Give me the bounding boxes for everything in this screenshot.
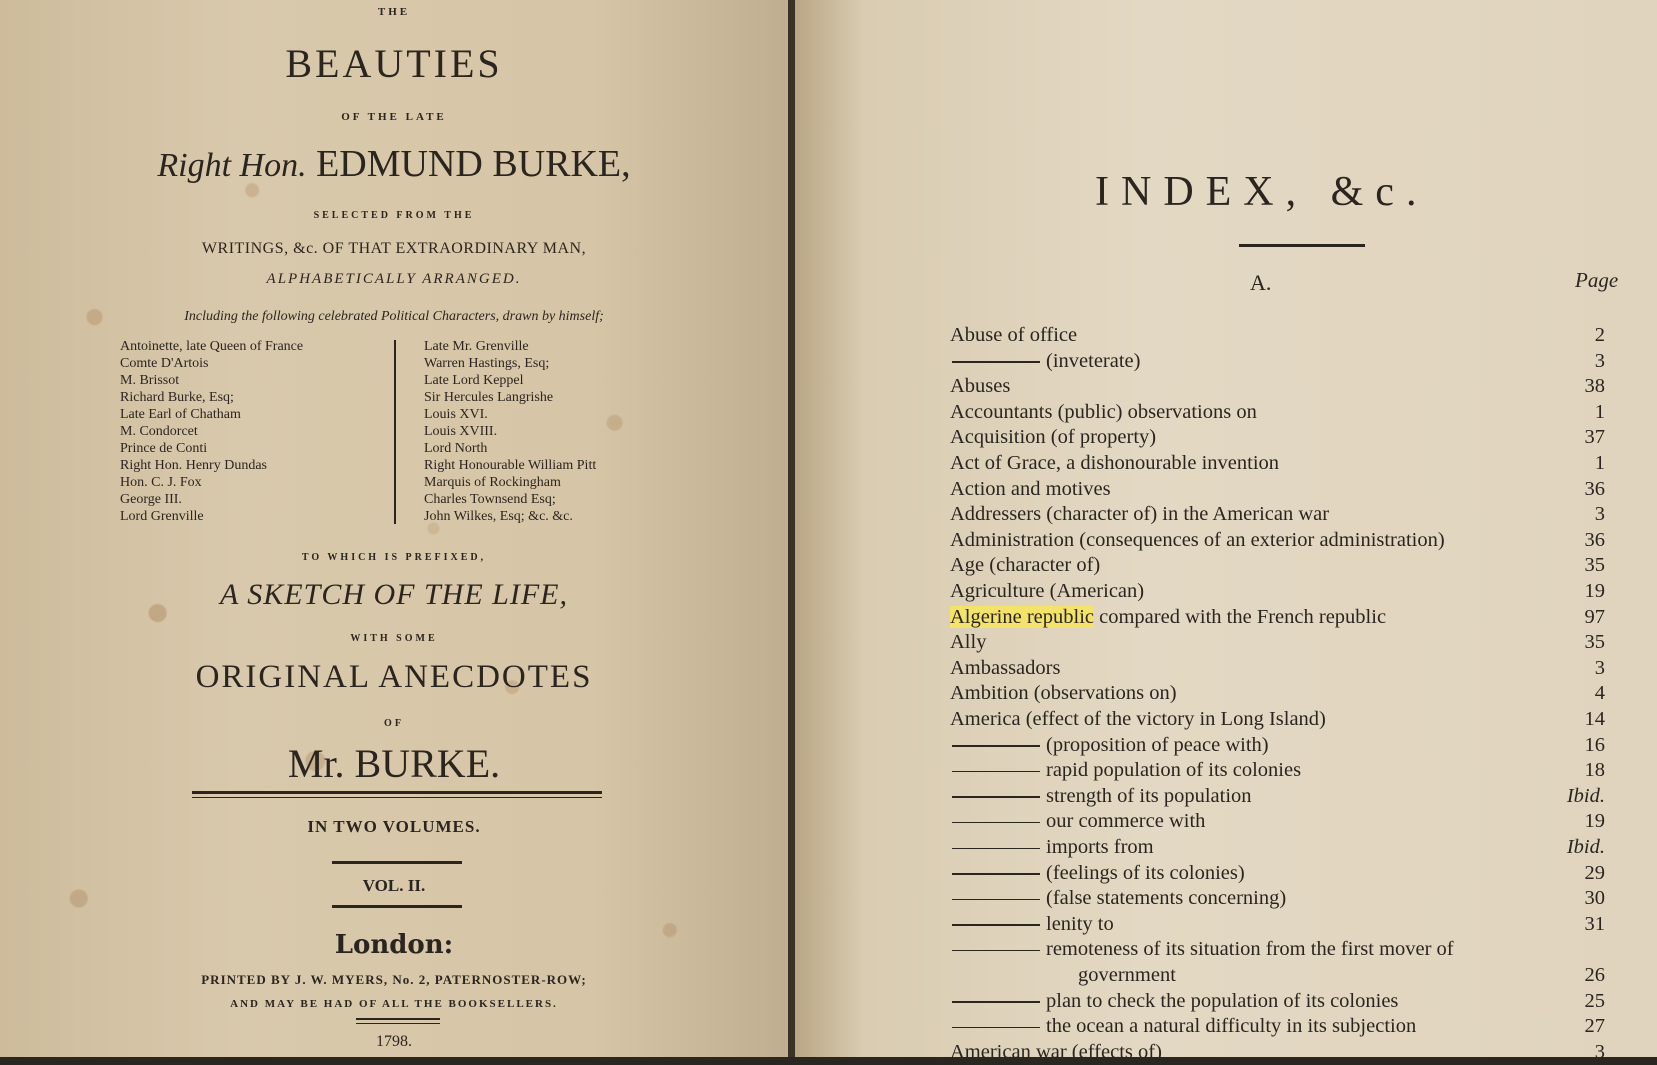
index-entry-text: (feelings of its colonies) <box>1046 861 1245 884</box>
index-entry-text: the ocean a natural difficulty in its subjection <box>1046 1015 1417 1038</box>
index-entry-text: imports from <box>1046 836 1154 858</box>
list-item: Late Mr. Grenville <box>424 339 529 354</box>
index-entry <box>950 426 1605 450</box>
index-entry-text: America (effect of the victory in Long Island) <box>950 708 1326 730</box>
volumes-line: IN TWO VOLUMES. <box>307 817 481 836</box>
list-item: Prince de Conti <box>120 441 208 456</box>
book-gutter <box>788 0 795 1057</box>
list-item: Right Honourable William Pitt <box>424 458 597 473</box>
list-item: Antoinette, late Queen of France <box>120 339 304 354</box>
index-page-number: 36 <box>1584 477 1605 500</box>
index-entry-text: Action and motives <box>950 477 1111 500</box>
ditto-dash <box>952 771 1040 773</box>
vol-rule-bottom <box>332 905 462 908</box>
index-entry <box>950 810 1605 834</box>
index-heading: INDEX, &c. <box>1095 169 1429 215</box>
index-entry <box>950 759 1605 783</box>
printed-by-line: PRINTED BY J. W. MYERS, No. 2, PATERNOSTER-ROW; <box>201 972 587 987</box>
index-page-number: 97 <box>1584 605 1605 628</box>
index-entry <box>950 862 1605 886</box>
index-entry-text: American war (effects of) <box>950 1040 1162 1063</box>
index-entry <box>950 350 1605 374</box>
list-item: Louis XVI. <box>424 407 488 422</box>
index-entry-text: Acquisition (of property) <box>950 426 1157 449</box>
list-item: Warren Hastings, Esq; <box>424 356 550 371</box>
anecdotes-line: ORIGINAL ANECDOTES <box>195 659 593 695</box>
vol-rule-top <box>332 861 462 864</box>
index-page-number: 16 <box>1584 733 1605 756</box>
index-entry-text: Age (character of) <box>950 554 1101 577</box>
list-item: Marquis of Rockingham <box>424 475 561 490</box>
ditto-dash <box>952 924 1040 926</box>
index-entry <box>950 606 1605 630</box>
selected-from-label: SELECTED FROM THE <box>313 210 475 221</box>
list-item: M. Brissot <box>120 373 180 388</box>
page-column-label: Page <box>1575 268 1619 292</box>
characters-right-list <box>424 338 596 525</box>
index-entry-text: plan to check the population of its colonies <box>1046 989 1399 1012</box>
index-page-number: 3 <box>1594 656 1605 679</box>
index-page-number: 1 <box>1594 452 1605 474</box>
section-letter: A. <box>1250 270 1272 295</box>
list-item: Lord North <box>424 441 488 456</box>
year-line: 1798. <box>376 1033 412 1050</box>
index-page-number: Ibid. <box>1566 784 1605 807</box>
ditto-dash <box>952 1001 1040 1003</box>
list-item: Hon. C. J. Fox <box>120 475 202 490</box>
index-entry-text: Ambassadors <box>950 656 1061 679</box>
index-entry <box>950 529 1605 553</box>
index-entry-text: Accountants (public) observations on <box>950 400 1257 423</box>
index-entry-text: (false statements concerning) <box>1046 887 1287 910</box>
index-entry <box>950 631 1605 655</box>
ditto-dash <box>952 745 1040 747</box>
index-entry <box>950 1015 1605 1039</box>
vol-line: VOL. II. <box>362 876 426 895</box>
index-entry <box>950 375 1605 399</box>
list-item: Lord Grenville <box>120 509 204 524</box>
title-page <box>0 0 788 1057</box>
booksellers-line: AND MAY BE HAD OF ALL THE BOOKSELLERS. <box>230 998 558 1010</box>
index-entry <box>950 964 1605 988</box>
index-entry-text: remoteness of its situation from the first mover of <box>1046 938 1454 961</box>
index-page-number: 35 <box>1584 554 1605 577</box>
index-entry <box>950 708 1605 732</box>
sketch-line: A SKETCH OF THE LIFE, <box>220 578 568 611</box>
index-entry-text: our commerce with <box>1046 810 1206 833</box>
index-entry-text: (proposition of peace with) <box>1046 733 1269 756</box>
author-name <box>0 142 788 186</box>
list-item: Richard Burke, Esq; <box>120 390 234 405</box>
including-line: Including the following celebrated Political Characters, drawn by himself; <box>184 309 604 324</box>
prefixed-label: TO WHICH IS PREFIXED, <box>301 552 487 563</box>
index-entry <box>950 913 1605 937</box>
index-entry-text: government <box>1078 964 1176 986</box>
ditto-dash <box>952 848 1040 850</box>
list-item: Right Hon. Henry Dundas <box>120 458 267 473</box>
writings-line: WRITINGS, &c. OF THAT EXTRAORDINARY MAN, <box>201 240 587 257</box>
index-entry <box>950 682 1605 706</box>
index-page-number: 31 <box>1584 912 1605 935</box>
year-rule-top <box>356 1018 440 1020</box>
index-entry <box>950 938 1605 962</box>
index-page-number: 26 <box>1584 964 1605 986</box>
beauties-title: BEAUTIES <box>285 41 503 86</box>
list-item: Charles Townsend Esq; <box>424 492 556 507</box>
ditto-dash <box>952 822 1040 824</box>
index-page-number: 37 <box>1584 426 1605 449</box>
index-page-number: Ibid. <box>1566 836 1605 858</box>
index-entry-text: compared with the French republic <box>1099 605 1387 628</box>
of-label: OF <box>384 718 404 729</box>
index-entry-text: Ally <box>950 631 987 654</box>
index-page-number: 35 <box>1584 631 1605 654</box>
index-entry-text: rapid population of its colonies <box>1046 759 1302 782</box>
london-line: London: <box>334 930 454 960</box>
ditto-dash <box>952 899 1040 901</box>
index-page-number: 1 <box>1594 400 1605 423</box>
index-entry-text: (inveterate) <box>1046 349 1141 372</box>
index-page-number: 2 <box>1594 324 1605 346</box>
mr-burke-line: Mr. BURKE. <box>287 741 501 786</box>
index-page-number: 19 <box>1584 810 1605 833</box>
ditto-dash <box>952 796 1040 798</box>
the-label: THE <box>377 6 411 18</box>
index-page-number: 3 <box>1594 349 1605 372</box>
ditto-dash <box>952 873 1040 875</box>
ditto-dash <box>952 950 1040 952</box>
index-entry-text: Abuse of office <box>950 324 1078 346</box>
highlighted-text: Algerine republic <box>950 605 1095 628</box>
index-page-number: 14 <box>1584 708 1605 730</box>
index-page-number: 25 <box>1584 989 1605 1012</box>
index-entry-text: Agriculture (American) <box>950 580 1145 602</box>
index-page-number: 38 <box>1584 375 1605 398</box>
list-item: George III. <box>120 492 182 507</box>
index-page-number: 18 <box>1584 759 1605 782</box>
index-page-number: 29 <box>1584 861 1605 884</box>
index-page-number: 30 <box>1584 887 1605 910</box>
column-divider <box>394 340 396 524</box>
year-rule-bottom <box>356 1023 440 1024</box>
index-entry-text: Ambition (observations on) <box>950 682 1177 705</box>
index-entry <box>950 1041 1605 1065</box>
ditto-dash <box>952 361 1040 363</box>
index-entry <box>950 401 1605 425</box>
index-entry-text: Abuses <box>950 375 1011 398</box>
index-page-number: 3 <box>1594 1040 1605 1063</box>
index-page-number: 27 <box>1584 1015 1605 1038</box>
thick-rule <box>192 791 602 794</box>
index-entry <box>950 990 1605 1014</box>
index-entry <box>950 452 1605 476</box>
name-prefix: Right Hon. <box>157 147 307 184</box>
ditto-dash <box>952 1027 1040 1029</box>
index-page-number: 3 <box>1594 503 1605 526</box>
index-page-number: 36 <box>1584 528 1605 551</box>
index-entry <box>950 554 1605 578</box>
list-item: Late Lord Keppel <box>424 373 524 388</box>
name-text: EDMUND BURKE, <box>316 143 631 185</box>
index-entry <box>950 657 1605 681</box>
list-item: Late Earl of Chatham <box>120 407 241 422</box>
list-item: M. Condorcet <box>120 424 198 439</box>
characters-left-list <box>120 338 303 525</box>
index-entry <box>950 324 1605 348</box>
list-item: John Wilkes, Esq; &c. &c. <box>424 509 573 524</box>
index-entry-text: lenity to <box>1046 912 1114 935</box>
list-item: Louis XVIII. <box>424 424 498 439</box>
index-entry-text: strength of its population <box>1046 784 1252 807</box>
index-page-number: 4 <box>1594 682 1605 705</box>
of-the-late-label: OF THE LATE <box>341 111 447 123</box>
index-entry <box>950 503 1605 527</box>
list-item: Comte D'Artois <box>120 356 209 371</box>
index-entry <box>950 836 1605 860</box>
index-entry-text: Administration (consequences of an exterior administration) <box>950 528 1445 551</box>
index-entry-text: Addressers (character of) in the American war <box>950 503 1330 526</box>
index-entry <box>950 580 1605 604</box>
index-entry <box>950 785 1605 809</box>
thin-rule <box>192 797 602 798</box>
index-entry <box>950 478 1605 502</box>
arranged-line: ALPHABETICALLY ARRANGED. <box>266 271 522 287</box>
with-some-label: WITH SOME <box>350 633 438 644</box>
list-item: Sir Hercules Langrishe <box>424 390 554 405</box>
index-entry-text: Act of Grace, a dishonourable invention <box>950 452 1280 474</box>
heading-rule <box>1239 244 1365 247</box>
index-entry <box>950 734 1605 758</box>
index-page-number: 19 <box>1584 580 1605 602</box>
index-entry <box>950 887 1605 911</box>
